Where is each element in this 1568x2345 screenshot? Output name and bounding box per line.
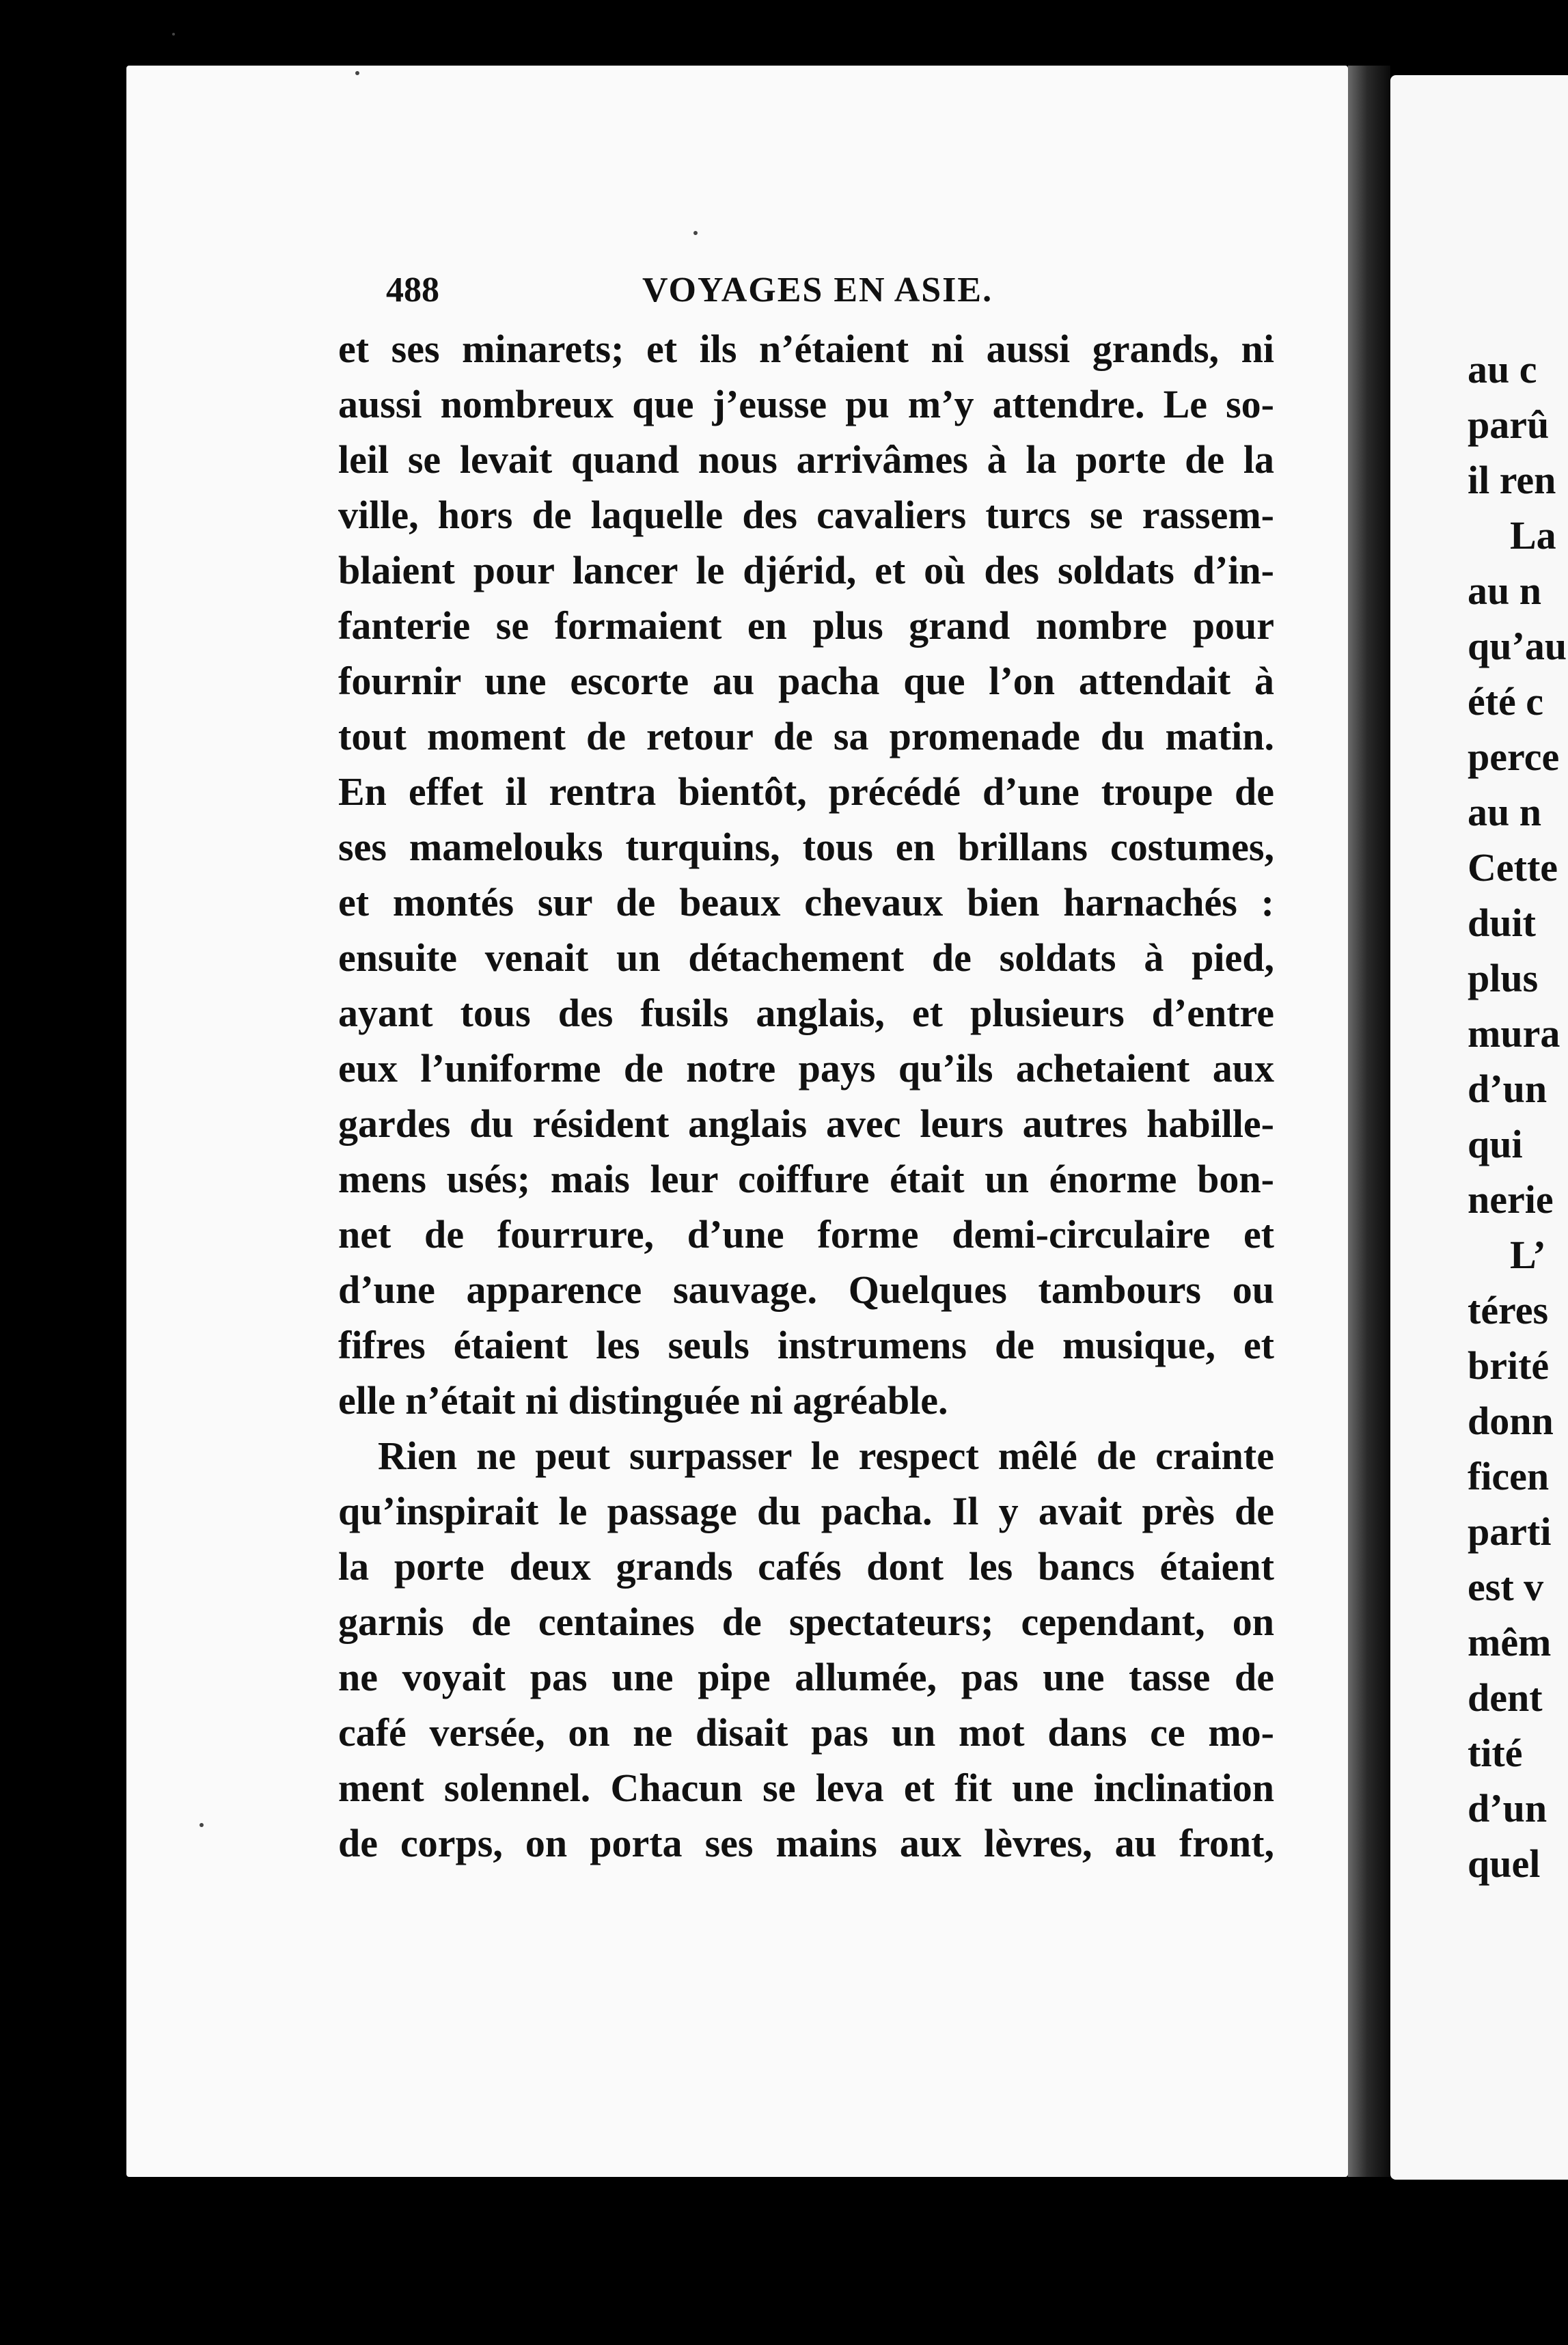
text-line: et ses minarets; et ils n’étaient ni aussi grands, ni — [338, 327, 1274, 371]
dust-speck — [693, 231, 698, 235]
page-title: VOYAGES EN ASIE. — [642, 271, 993, 310]
facing-text-line: parti — [1468, 1509, 1552, 1554]
text-line: de corps, on porta ses mains aux lèvres, au front, — [338, 1821, 1274, 1865]
facing-text-line: qui — [1468, 1122, 1523, 1166]
text-line: mens usés; mais leur coiffure était un énorme bon- — [338, 1157, 1274, 1201]
running-head — [386, 270, 1274, 318]
text-line: aussi nombreux que j’eusse pu m’y attendre. Le so- — [338, 382, 1274, 426]
facing-text-line: d’un — [1468, 1067, 1548, 1111]
text-line: Rien ne peut surpasser le respect mêlé de crainte — [378, 1434, 1274, 1478]
text-line: leil se levait quand nous arrivâmes à la porte de la — [338, 437, 1274, 482]
book-gutter — [1348, 66, 1390, 2177]
text-line: ayant tous des fusils anglais, et plusieurs d’entre — [338, 991, 1274, 1035]
text-line: gardes du résident anglais avec leurs autres habille- — [338, 1101, 1274, 1146]
dust-speck — [172, 33, 175, 36]
text-line: qu’inspirait le passage du pacha. Il y avait près de — [338, 1489, 1274, 1533]
facing-text-line: ficen — [1468, 1454, 1550, 1498]
text-line: En effet il rentra bientôt, précédé d’une troupe de — [338, 769, 1274, 814]
text-line: café versée, on ne disait pas un mot dans ce mo- — [338, 1710, 1274, 1755]
text-line: d’une apparence sauvage. Quelques tambours ou — [338, 1267, 1274, 1312]
body-text — [338, 321, 1274, 1871]
page-number: 488 — [386, 271, 439, 310]
facing-text-line: duit — [1468, 901, 1536, 945]
text-line: fifres étaient les seuls instrumens de musique, et — [338, 1323, 1274, 1367]
facing-text-line: est v — [1468, 1565, 1544, 1609]
text-line: eux l’uniforme de notre pays qu’ils achetaient aux — [338, 1046, 1274, 1091]
text-line: et montés sur de beaux chevaux bien harnachés : — [338, 880, 1274, 924]
text-line: net de fourrure, d’une forme demi-circulaire et — [338, 1212, 1274, 1257]
facing-text-line: il ren — [1468, 458, 1556, 502]
facing-text-line: plus — [1468, 956, 1539, 1000]
text-line: la porte deux grands cafés dont les bancs étaient — [338, 1544, 1274, 1589]
facing-text-line: donn — [1468, 1399, 1554, 1443]
facing-text-line: téres — [1468, 1288, 1549, 1332]
text-line: ville, hors de laquelle des cavaliers turcs se rassem- — [338, 493, 1274, 537]
facing-text-line: au c — [1468, 347, 1537, 392]
text-line: ne voyait pas une pipe allumée, pas une tasse de — [338, 1655, 1274, 1699]
text-line: ment solennel. Chacun se leva et fit une inclination — [338, 1766, 1274, 1810]
facing-text-line: d’un — [1468, 1786, 1548, 1830]
text-line: fanterie se formaient en plus grand nombre pour — [338, 603, 1274, 648]
dust-speck — [200, 1823, 204, 1827]
text-line: blaient pour lancer le djérid, et où des soldats d’in- — [338, 548, 1274, 592]
facing-text-line: nerie — [1468, 1177, 1554, 1222]
facing-text-line: parû — [1468, 402, 1550, 447]
facing-text-line: mura — [1468, 1011, 1560, 1056]
text-line: elle n’était ni distinguée ni agréable. — [338, 1378, 948, 1423]
facing-text-line: été c — [1468, 679, 1544, 724]
facing-text-line: mêm — [1468, 1620, 1552, 1664]
facing-text-line: perce — [1468, 735, 1560, 779]
facing-text-line: tité — [1468, 1731, 1523, 1775]
dust-speck — [355, 71, 359, 75]
facing-text-line: dent — [1468, 1675, 1543, 1720]
text-line: ses mamelouks turquins, tous en brillans costumes, — [338, 825, 1274, 869]
facing-text-line: qu’au — [1468, 624, 1567, 668]
text-line: ensuite venait un détachement de soldats à pied, — [338, 935, 1274, 980]
text-line: fournir une escorte au pacha que l’on attendait à — [338, 659, 1274, 703]
text-line: tout moment de retour de sa promenade du matin. — [338, 714, 1274, 758]
text-line: garnis de centaines de spectateurs; cependant, on — [338, 1600, 1274, 1644]
facing-text-line: L’ — [1510, 1233, 1546, 1277]
facing-page-text — [1468, 342, 1567, 1891]
facing-text-line: au n — [1468, 790, 1542, 834]
facing-text-line: La — [1510, 513, 1556, 558]
facing-text-line: quel — [1468, 1841, 1541, 1886]
facing-text-line: au n — [1468, 568, 1542, 613]
facing-text-line: brité — [1468, 1343, 1550, 1388]
facing-text-line: Cette — [1468, 845, 1558, 890]
